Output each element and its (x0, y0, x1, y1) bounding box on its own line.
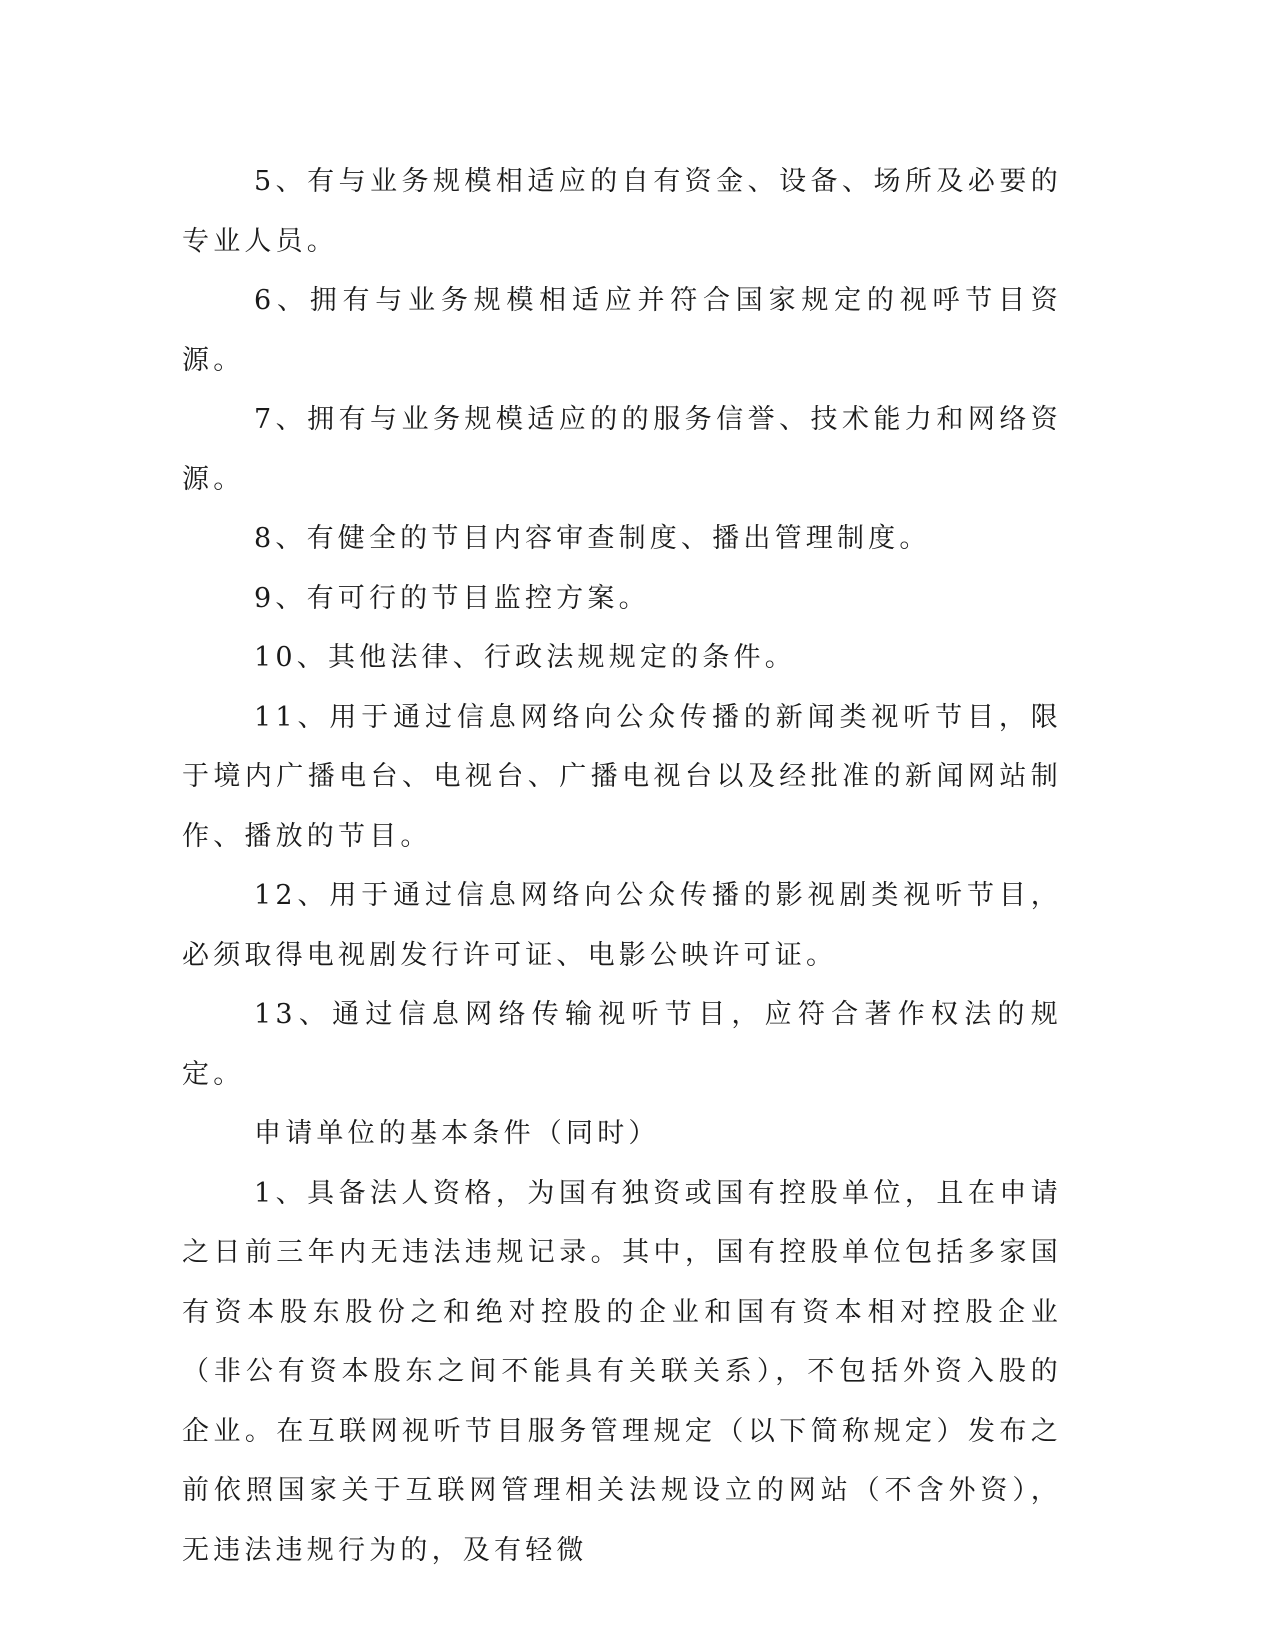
paragraph-item-1: 1、具备法人资格，为国有独资或国有控股单位，且在申请之日前三年内无违法违规记录。其中，国有控股单位包括多家国有资本股东股份之和绝对控股的企业和国有资本相对控股企业（非公有资本股东之间不能具有关联关系），不包括外资入股的企业。在互联网视听节目服务管理规定（以下简称规定）发布之前依照国家关于互联网管理相关法规设立的网站（不含外资），无违法违规行为的，及有轻微 (182, 1177, 1062, 1566)
paragraph-item-7: 7、拥有与业务规模适应的的服务信誉、技术能力和网络资源。 (182, 404, 1062, 495)
section-heading: 申请单位的基本条件（同时） (254, 1118, 660, 1149)
paragraph-item-11: 11、用于通过信息网络向公众传播的新闻类视听节目，限于境内广播电台、电视台、广播电视台以及经批准的新闻网站制作、播放的节目。 (182, 701, 1062, 852)
paragraph-item-10: 10、其他法律、行政法规规定的条件。 (254, 642, 796, 673)
paragraph-item-6: 6、拥有与业务规模相适应并符合国家规定的视呼节目资源。 (182, 285, 1062, 376)
paragraph-item-12: 12、用于通过信息网络向公众传播的影视剧类视听节目，必须取得电视剧发行许可证、电影公映许可证。 (182, 880, 1062, 971)
document-body (182, 152, 1062, 1580)
paragraph-item-5: 5、有与业务规模相适应的自有资金、设备、场所及必要的专业人员。 (182, 166, 1062, 257)
paragraph-item-13: 13、通过信息网络传输视听节目，应符合著作权法的规定。 (182, 999, 1062, 1090)
paragraph-item-9: 9、有可行的节目监控方案。 (254, 582, 650, 614)
paragraph-item-8: 8、有健全的节目内容审查制度、播出管理制度。 (254, 523, 931, 554)
